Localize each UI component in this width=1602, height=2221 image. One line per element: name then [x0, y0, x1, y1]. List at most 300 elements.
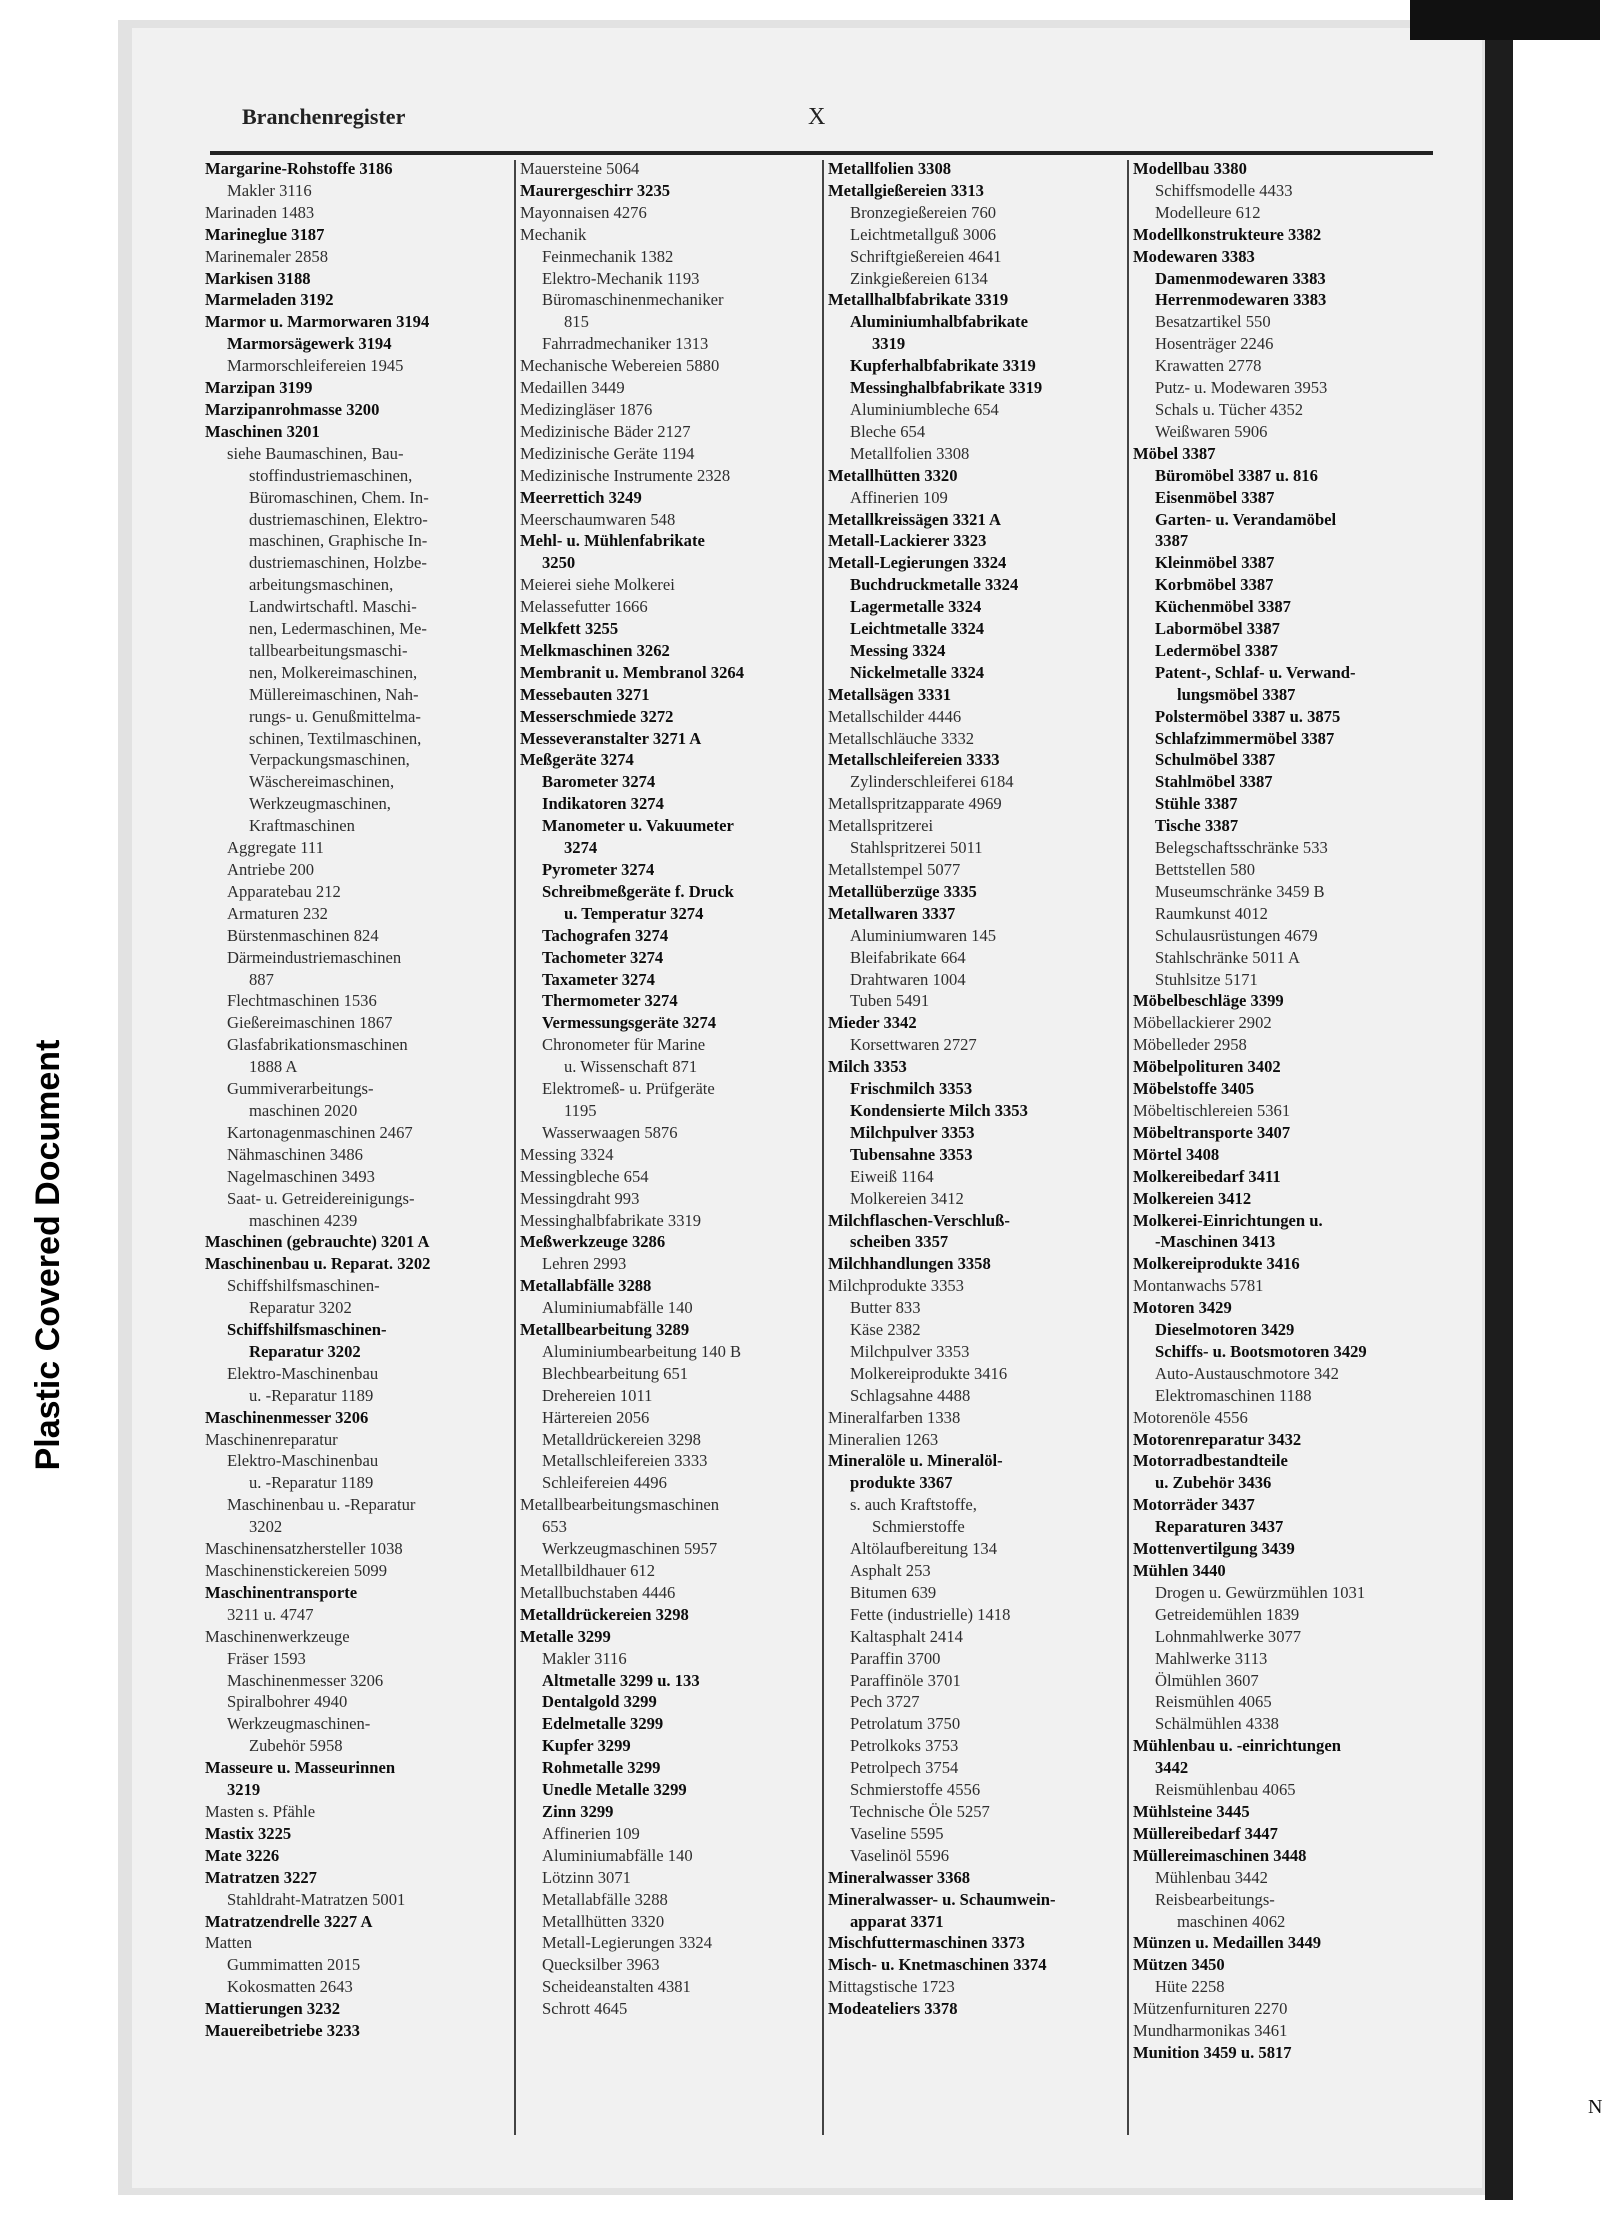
index-heading: Margarine-Rohstoffe 3186 — [205, 159, 393, 178]
index-heading: Meßgeräte 3274 — [520, 750, 634, 770]
index-heading: Mehl- u. Mühlenfabrikate — [520, 531, 705, 551]
index-entry: Eiweiß 1164 — [850, 1166, 934, 1186]
index-entry: Mundharmonikas 3461 — [1133, 2021, 1288, 2041]
index-entry: Molkereiprodukte 3416 — [850, 1363, 1008, 1383]
index-heading: Maschinen (gebrauchte) 3201 A — [205, 1232, 430, 1252]
index-entry: Blechbearbeitung 651 — [542, 1363, 689, 1383]
index-heading: Tachografen 3274 — [542, 925, 669, 945]
index-entry: Lehren 2993 — [542, 1254, 627, 1274]
index-entry: Chronometer für Marine — [542, 1035, 706, 1055]
index-entry: maschinen 4062 — [1177, 1911, 1286, 1931]
index-heading: Mastix 3225 — [205, 1823, 292, 1843]
index-heading: Stahlmöbel 3387 — [1155, 772, 1273, 792]
index-heading: Messeveranstalter 3271 A — [520, 728, 702, 748]
index-entry: Maschinenwerkzeuge — [205, 1626, 350, 1646]
index-heading: Leichtmetalle 3324 — [850, 619, 985, 639]
side-label: Plastic Covered Document — [29, 1039, 67, 1471]
index-entry: Weißwaren 5906 — [1155, 421, 1268, 441]
index-heading: Patent-, Schlaf- u. Verwand- — [1155, 662, 1356, 682]
index-heading: Reparatur 3202 — [249, 1341, 361, 1361]
index-heading: Metallüberzüge 3335 — [828, 881, 977, 901]
index-heading: Marzipan 3199 — [205, 378, 313, 398]
index-entry: Aluminiumabfälle 140 — [542, 1845, 693, 1865]
index-heading: Metallfolien 3308 — [828, 159, 952, 178]
index-heading: Melkfett 3255 — [520, 619, 619, 639]
index-heading: Motorräder 3437 — [1133, 1495, 1255, 1515]
index-heading: Unedle Metalle 3299 — [542, 1780, 687, 1800]
index-entry: Glasfabrikationsmaschinen — [227, 1035, 408, 1055]
index-heading: Modellbau 3380 — [1133, 159, 1247, 178]
index-entry: Makler 3116 — [227, 180, 312, 200]
index-heading: Möbelbeschläge 3399 — [1133, 991, 1284, 1011]
index-heading: Barometer 3274 — [542, 772, 656, 792]
index-heading: Schiffs- u. Bootsmotoren 3429 — [1155, 1341, 1367, 1361]
index-heading: Marmeladen 3192 — [205, 290, 334, 310]
index-entry: Fette (industrielle) 1418 — [850, 1604, 1011, 1624]
index-entry: Elektro-Maschinenbau — [227, 1363, 379, 1383]
index-entry: Petrolatum 3750 — [850, 1714, 961, 1734]
index-entry: Marinemaler 2858 — [205, 246, 329, 266]
index-entry: dustriemaschinen, Holzbe- — [249, 553, 427, 573]
index-heading: Matratzendrelle 3227 A — [205, 1911, 373, 1931]
index-entry: Spiralbohrer 4940 — [227, 1692, 348, 1712]
index-entry: 815 — [564, 312, 589, 332]
index-entry: Marmorschleifereien 1945 — [227, 356, 404, 376]
index-entry: Schmierstoffe — [872, 1517, 965, 1537]
index-heading: Mischfuttermaschinen 3373 — [828, 1933, 1025, 1953]
index-entry: Elektro-Mechanik 1193 — [542, 268, 700, 288]
index-entry: Kartonagenmaschinen 2467 — [227, 1122, 413, 1142]
index-heading: 3250 — [542, 553, 576, 573]
index-entry: nen, Ledermaschinen, Me- — [249, 619, 427, 639]
edge-letter: N — [1588, 2096, 1602, 2118]
index-entry: Metallhütten 3320 — [542, 1911, 665, 1931]
index-heading: Maurergeschirr 3235 — [520, 180, 671, 200]
index-heading: Mühlen 3440 — [1133, 1561, 1226, 1580]
index-entry: Fahrradmechaniker 1313 — [542, 334, 709, 354]
index-entry: Zinkgießereien 6134 — [850, 268, 988, 288]
index-heading: Kupferhalbfabrikate 3319 — [850, 356, 1036, 376]
page-section-mark: X — [808, 104, 826, 130]
index-heading: u. Temperatur 3274 — [564, 903, 704, 923]
index-entry: Leichtmetallguß 3006 — [850, 224, 997, 244]
index-heading: Müllereimaschinen 3448 — [1133, 1845, 1307, 1865]
index-entry: Butter 833 — [850, 1298, 921, 1318]
index-entry: Elektromaschinen 1188 — [1155, 1385, 1312, 1405]
index-entry: Flechtmaschinen 1536 — [227, 991, 377, 1011]
index-heading: Motoren 3429 — [1133, 1298, 1232, 1318]
index-entry: Vaseline 5595 — [850, 1823, 944, 1843]
index-entry: Besatzartikel 550 — [1155, 312, 1271, 332]
index-entry: Antriebe 200 — [227, 860, 315, 879]
index-heading: Kupfer 3299 — [542, 1736, 631, 1756]
index-entry: Affinerien 109 — [542, 1823, 640, 1843]
index-entry: Bürstenmaschinen 824 — [227, 925, 379, 945]
index-entry: Landwirtschaftl. Maschi- — [249, 597, 417, 617]
index-heading: Metall-Legierungen 3324 — [828, 553, 1007, 573]
index-entry: Metallspritzerei — [828, 816, 934, 836]
index-heading: apparat 3371 — [850, 1911, 944, 1931]
index-heading: Garten- u. Verandamöbel — [1155, 509, 1337, 529]
index-heading: Schulmöbel 3387 — [1155, 750, 1276, 770]
index-entry: Asphalt 253 — [850, 1561, 931, 1580]
index-entry: Montanwachs 5781 — [1133, 1276, 1264, 1296]
index-heading: Marineglue 3187 — [205, 224, 325, 244]
index-entry: Schals u. Tücher 4352 — [1155, 399, 1304, 419]
index-entry: Apparatebau 212 — [227, 881, 341, 901]
index-entry: Maschinensatzhersteller 1038 — [205, 1539, 403, 1559]
index-entry: Mauersteine 5064 — [520, 159, 640, 178]
index-entry: arbeitungsmaschinen, — [249, 575, 394, 595]
index-entry: Vaselinöl 5596 — [850, 1845, 950, 1865]
index-entry: Reismühlen 4065 — [1155, 1692, 1272, 1712]
index-entry: Tuben 5491 — [850, 991, 930, 1011]
index-heading: Messerschmiede 3272 — [520, 706, 674, 726]
index-entry: Messingdraht 993 — [520, 1188, 640, 1208]
index-entry: Metallbearbeitungsmaschinen — [520, 1495, 720, 1515]
index-entry: Marinaden 1483 — [205, 202, 315, 222]
index-heading: Metallhalbfabrikate 3319 — [828, 290, 1009, 310]
index-heading: Milchflaschen-Verschluß- — [828, 1210, 1010, 1230]
index-entry: Makler 3116 — [542, 1648, 627, 1668]
index-entry: Schrott 4645 — [542, 1999, 628, 2019]
index-entry: u. Wissenschaft 871 — [564, 1057, 698, 1077]
index-entry: Härtereien 2056 — [542, 1407, 650, 1427]
index-heading: Milchhandlungen 3358 — [828, 1254, 991, 1274]
index-entry: Maschinenreparatur — [205, 1429, 338, 1449]
index-entry: Belegschaftsschränke 533 — [1155, 838, 1328, 858]
index-entry: Aluminiumbleche 654 — [850, 399, 999, 419]
index-heading: Schlafzimmermöbel 3387 — [1155, 728, 1335, 748]
index-entry: Metallschilder 4446 — [828, 706, 962, 726]
index-entry: Technische Öle 5257 — [850, 1801, 990, 1821]
index-heading: 3442 — [1155, 1758, 1189, 1778]
index-entry: maschinen 4239 — [249, 1210, 358, 1230]
index-heading: Meerrettich 3249 — [520, 487, 642, 507]
index-entry: Mützenfurnituren 2270 — [1133, 1999, 1288, 2019]
index-heading: Kondensierte Milch 3353 — [850, 1100, 1028, 1120]
index-entry: Büromaschinenmechaniker — [542, 290, 724, 310]
index-entry: Nagelmaschinen 3493 — [227, 1166, 375, 1186]
index-entry: Medizingläser 1876 — [520, 399, 653, 419]
index-entry: Müllereimaschinen, Nah- — [249, 684, 419, 704]
index-entry: Messinghalbfabrikate 3319 — [520, 1210, 702, 1230]
index-heading: produkte 3367 — [850, 1473, 953, 1493]
index-heading: Metallwaren 3337 — [828, 903, 956, 923]
index-entry: 1888 A — [249, 1057, 298, 1077]
index-entry: Saat- u. Getreidereinigungs- — [227, 1188, 415, 1208]
index-entry: Bleifabrikate 664 — [850, 947, 966, 967]
index-entry: Stahldraht-Matratzen 5001 — [227, 1889, 406, 1909]
index-entry: Elektromeß- u. Prüfgeräte — [542, 1079, 715, 1099]
index-entry: Schlagsahne 4488 — [850, 1385, 971, 1405]
index-entry: Lötzinn 3071 — [542, 1867, 631, 1887]
index-heading: Mineralwasser- u. Schaumwein- — [828, 1889, 1056, 1909]
index-entry: Käse 2382 — [850, 1320, 921, 1340]
index-entry: Gummimatten 2015 — [227, 1955, 361, 1975]
index-entry: Stuhlsitze 5171 — [1155, 969, 1258, 989]
index-entry: Gummiverarbeitungs- — [227, 1079, 374, 1099]
index-heading: Maschinentransporte — [205, 1582, 358, 1602]
index-heading: Damenmodewaren 3383 — [1155, 268, 1326, 288]
index-entry: Metallspritzapparate 4969 — [828, 794, 1002, 814]
index-entry: Mineralien 1263 — [828, 1429, 939, 1449]
index-entry: Meerschaumwaren 548 — [520, 509, 676, 529]
index-heading: u. Zubehör 3436 — [1155, 1473, 1272, 1493]
index-entry: Nähmaschinen 3486 — [227, 1144, 363, 1164]
index-column-1 — [205, 158, 510, 2143]
index-entry: Möbelleder 2958 — [1133, 1035, 1247, 1055]
index-heading: Maschinenbau u. Reparat. 3202 — [205, 1254, 431, 1274]
index-entry: Scheideanstalten 4381 — [542, 1977, 691, 1997]
index-entry: Schälmühlen 4338 — [1155, 1714, 1279, 1734]
index-heading: Rohmetalle 3299 — [542, 1758, 661, 1778]
index-heading: Polstermöbel 3387 u. 3875 — [1155, 706, 1341, 726]
index-entry: Mahlwerke 3113 — [1155, 1648, 1268, 1668]
index-entry: Wäschereimaschinen, — [249, 772, 395, 792]
index-heading: Stühle 3387 — [1155, 794, 1238, 814]
index-heading: Misch- u. Knetmaschinen 3374 — [828, 1955, 1047, 1975]
index-entry: Motorenöle 4556 — [1133, 1407, 1248, 1427]
index-heading: Mühlenbau u. -einrichtungen — [1133, 1736, 1341, 1756]
index-heading: Tische 3387 — [1155, 816, 1239, 836]
index-entry: Kokosmatten 2643 — [227, 1977, 353, 1997]
index-heading: Molkereien 3412 — [1133, 1188, 1252, 1208]
index-column-2 — [520, 158, 825, 2143]
index-entry: s. auch Kraftstoffe, — [850, 1495, 977, 1515]
index-entry: Ölmühlen 3607 — [1155, 1670, 1259, 1690]
index-heading: Korbmöbel 3387 — [1155, 575, 1274, 595]
index-entry: Schleifereien 4496 — [542, 1473, 667, 1493]
index-entry: Reparatur 3202 — [249, 1298, 352, 1318]
index-entry: Metall-Legierungen 3324 — [542, 1933, 713, 1953]
index-heading: Vermessungsgeräte 3274 — [542, 1013, 717, 1033]
index-entry: Drogen u. Gewürzmühlen 1031 — [1155, 1582, 1366, 1602]
index-heading: Masseure u. Masseurinnen — [205, 1758, 396, 1778]
index-heading: Ledermöbel 3387 — [1155, 640, 1279, 660]
index-entry: Altölaufbereitung 134 — [850, 1539, 998, 1559]
index-heading: Maschinenmesser 3206 — [205, 1407, 369, 1427]
index-heading: Edelmetalle 3299 — [542, 1714, 664, 1734]
index-entry: rungs- u. Genußmittelma- — [249, 706, 421, 726]
index-heading: Pyrometer 3274 — [542, 860, 655, 879]
index-heading: Mineralöle u. Mineralöl- — [828, 1451, 1003, 1471]
index-entry: Affinerien 109 — [850, 487, 948, 507]
index-entry: Zylinderschleiferei 6184 — [850, 772, 1014, 792]
index-entry: Paraffin 3700 — [850, 1648, 941, 1668]
index-heading: Marmor u. Marmorwaren 3194 — [205, 312, 430, 332]
index-entry: Matten — [205, 1933, 253, 1953]
index-entry: Milchpulver 3353 — [850, 1341, 970, 1361]
index-entry: Metallbildhauer 612 — [520, 1561, 656, 1580]
index-heading: 3319 — [872, 334, 906, 354]
index-heading: Matratzen 3227 — [205, 1867, 317, 1887]
index-entry: Elektro-Maschinenbau — [227, 1451, 379, 1471]
index-entry: Paraffinöle 3701 — [850, 1670, 961, 1690]
index-entry: Mineralfarben 1338 — [828, 1407, 961, 1427]
index-heading: Milch 3353 — [828, 1057, 907, 1077]
index-heading: Metallhütten 3320 — [828, 465, 958, 485]
index-entry: Bettstellen 580 — [1155, 860, 1256, 879]
index-entry: 653 — [542, 1517, 567, 1537]
index-heading: Müllereibedarf 3447 — [1133, 1823, 1278, 1843]
index-entry: Messing 3324 — [520, 1144, 614, 1164]
index-entry: Krawatten 2778 — [1155, 356, 1262, 376]
index-heading: Tachometer 3274 — [542, 947, 664, 967]
index-entry: Getreidemühlen 1839 — [1155, 1604, 1300, 1624]
index-heading: Mauereibetriebe 3233 — [205, 2021, 360, 2041]
index-heading: Metallkreissägen 3321 A — [828, 509, 1001, 529]
index-heading: Modellkonstrukteure 3382 — [1133, 224, 1322, 244]
page-header-title: Branchenregister — [242, 104, 406, 129]
index-heading: Schreibmeßgeräte f. Druck — [542, 881, 734, 901]
index-entry: Kraftmaschinen — [249, 816, 355, 836]
index-entry: Metallbuchstaben 4446 — [520, 1582, 676, 1602]
index-entry: Maschinenmesser 3206 — [227, 1670, 384, 1690]
index-heading: Frischmilch 3353 — [850, 1079, 973, 1099]
index-heading: Molkereibedarf 3411 — [1133, 1166, 1281, 1186]
index-heading: Markisen 3188 — [205, 268, 311, 288]
index-entry: Drahtwaren 1004 — [850, 969, 966, 989]
index-heading: Münzen u. Medaillen 3449 — [1133, 1933, 1322, 1953]
index-heading: scheiben 3357 — [850, 1232, 949, 1252]
index-entry: Reisbearbeitungs- — [1155, 1889, 1275, 1909]
index-heading: Metalle 3299 — [520, 1626, 611, 1646]
index-heading: Herrenmodewaren 3383 — [1155, 290, 1327, 310]
index-heading: Mattierungen 3232 — [205, 1999, 341, 2019]
index-entry: Medizinische Bäder 2127 — [520, 421, 691, 441]
index-heading: Membranit u. Membranol 3264 — [520, 662, 744, 682]
page-edge-shadow — [1485, 30, 1513, 2200]
index-heading: Thermometer 3274 — [542, 991, 678, 1011]
index-heading: Möbeltransporte 3407 — [1133, 1122, 1291, 1142]
index-entry: Raumkunst 4012 — [1155, 903, 1268, 923]
column-divider — [514, 160, 516, 2135]
index-entry: Möbellackierer 2902 — [1133, 1013, 1272, 1033]
index-heading: Dentalgold 3299 — [542, 1692, 657, 1712]
index-heading: Molkereiprodukte 3416 — [1133, 1254, 1300, 1274]
index-entry: Stahlschränke 5011 A — [1155, 947, 1301, 967]
index-entry: Aluminiumwaren 145 — [850, 925, 997, 945]
index-entry: Lohnmahlwerke 3077 — [1155, 1626, 1302, 1646]
index-heading: -Maschinen 3413 — [1155, 1232, 1276, 1252]
index-entry: 3202 — [249, 1517, 283, 1537]
index-entry: Aluminiumabfälle 140 — [542, 1298, 693, 1318]
index-entry: 3211 u. 4747 — [227, 1604, 314, 1624]
index-entry: Bleche 654 — [850, 421, 926, 441]
index-entry: tallbearbeitungsmaschi- — [249, 640, 408, 660]
index-heading: lungsmöbel 3387 — [1177, 684, 1296, 704]
index-entry: Feinmechanik 1382 — [542, 246, 674, 266]
index-entry: Bronzegießereien 760 — [850, 202, 997, 222]
index-heading: Metallschleifereien 3333 — [828, 750, 1000, 770]
index-heading: Möbel 3387 — [1133, 443, 1216, 463]
index-entry: Mühlenbau 3442 — [1155, 1867, 1268, 1887]
index-entry: Möbeltischlereien 5361 — [1133, 1100, 1291, 1120]
index-entry: Metalldrückereien 3298 — [542, 1429, 701, 1449]
index-entry: Stahlspritzerei 5011 — [850, 838, 983, 858]
index-entry: stoffindustriemaschinen, — [249, 465, 413, 485]
index-entry: u. -Reparatur 1189 — [249, 1385, 374, 1405]
index-entry: Mechanische Webereien 5880 — [520, 356, 720, 376]
index-entry: Metallfolien 3308 — [850, 443, 970, 463]
index-entry: maschinen 2020 — [249, 1100, 358, 1120]
index-entry: Mechanik — [520, 224, 587, 244]
index-entry: Melassefutter 1666 — [520, 597, 648, 617]
index-entry: Molkereien 3412 — [850, 1188, 964, 1208]
index-heading: Molkerei-Einrichtungen u. — [1133, 1210, 1323, 1230]
index-entry: Medizinische Geräte 1194 — [520, 443, 695, 463]
index-heading: Mineralwasser 3368 — [828, 1867, 971, 1887]
index-heading: Eisenmöbel 3387 — [1155, 487, 1275, 507]
index-heading: Reparaturen 3437 — [1155, 1517, 1284, 1537]
index-heading: Messinghalbfabrikate 3319 — [850, 378, 1043, 398]
index-heading: Lagermetalle 3324 — [850, 597, 982, 617]
index-entry: u. -Reparatur 1189 — [249, 1473, 374, 1493]
index-heading: Labormöbel 3387 — [1155, 619, 1280, 639]
index-entry: Schulausrüstungen 4679 — [1155, 925, 1318, 945]
index-entry: Zubehör 5958 — [249, 1736, 343, 1756]
index-entry: Aggregate 111 — [227, 838, 324, 858]
index-entry: Schiffsmodelle 4433 — [1155, 180, 1293, 200]
index-heading: Aluminiumhalbfabrikate — [850, 312, 1028, 332]
index-heading: Modewaren 3383 — [1133, 246, 1255, 266]
index-entry: Mittagstische 1723 — [828, 1977, 955, 1997]
index-entry: Metallabfälle 3288 — [542, 1889, 668, 1909]
index-heading: Messing 3324 — [850, 640, 946, 660]
index-heading: 3219 — [227, 1780, 261, 1800]
index-entry: Petrolkoks 3753 — [850, 1736, 959, 1756]
header-rule — [210, 151, 1433, 155]
index-entry: Kaltasphalt 2414 — [850, 1626, 963, 1646]
index-entry: Maschinenbau u. -Reparatur — [227, 1495, 416, 1515]
index-heading: Metallabfälle 3288 — [520, 1276, 652, 1296]
index-heading: Mörtel 3408 — [1133, 1144, 1220, 1164]
index-entry: Museumschränke 3459 B — [1155, 881, 1325, 901]
index-heading: Motorradbestandteile — [1133, 1451, 1288, 1471]
index-heading: Küchenmöbel 3387 — [1155, 597, 1291, 617]
index-entry: Petrolpech 3754 — [850, 1758, 959, 1778]
index-entry: 1195 — [564, 1100, 597, 1120]
index-heading: Maschinen 3201 — [205, 421, 320, 441]
index-entry: Schriftgießereien 4641 — [850, 246, 1002, 266]
index-entry: Reismühlenbau 4065 — [1155, 1780, 1296, 1800]
index-entry: Aluminiumbearbeitung 140 B — [542, 1341, 742, 1361]
index-entry: Bitumen 639 — [850, 1582, 937, 1602]
index-entry: Gießereimaschinen 1867 — [227, 1013, 393, 1033]
index-entry: siehe Baumaschinen, Bau- — [227, 443, 404, 463]
index-heading: Munition 3459 u. 5817 — [1133, 2042, 1292, 2062]
index-entry: Därmeindustriemaschinen — [227, 947, 402, 967]
index-heading: Dieselmotoren 3429 — [1155, 1320, 1295, 1340]
index-heading: Nickelmetalle 3324 — [850, 662, 985, 682]
index-heading: Messebauten 3271 — [520, 684, 650, 704]
index-entry: Hosenträger 2246 — [1155, 334, 1274, 354]
index-entry: schinen, Textilmaschinen, — [249, 728, 422, 748]
index-heading: Meßwerkzeuge 3286 — [520, 1232, 666, 1252]
index-entry: Fräser 1593 — [227, 1648, 306, 1668]
index-heading: 3387 — [1155, 531, 1189, 551]
index-entry: Werkzeugmaschinen 5957 — [542, 1539, 718, 1559]
index-heading: Metallsägen 3331 — [828, 684, 952, 704]
index-heading: Buchdruckmetalle 3324 — [850, 575, 1019, 595]
index-heading: Taxameter 3274 — [542, 969, 655, 989]
index-entry: Mayonnaisen 4276 — [520, 202, 647, 222]
index-entry: Werkzeugmaschinen- — [227, 1714, 371, 1734]
index-entry: Pech 3727 — [850, 1692, 920, 1712]
index-entry: Milchprodukte 3353 — [828, 1276, 964, 1296]
index-heading: Metallgießereien 3313 — [828, 180, 984, 200]
